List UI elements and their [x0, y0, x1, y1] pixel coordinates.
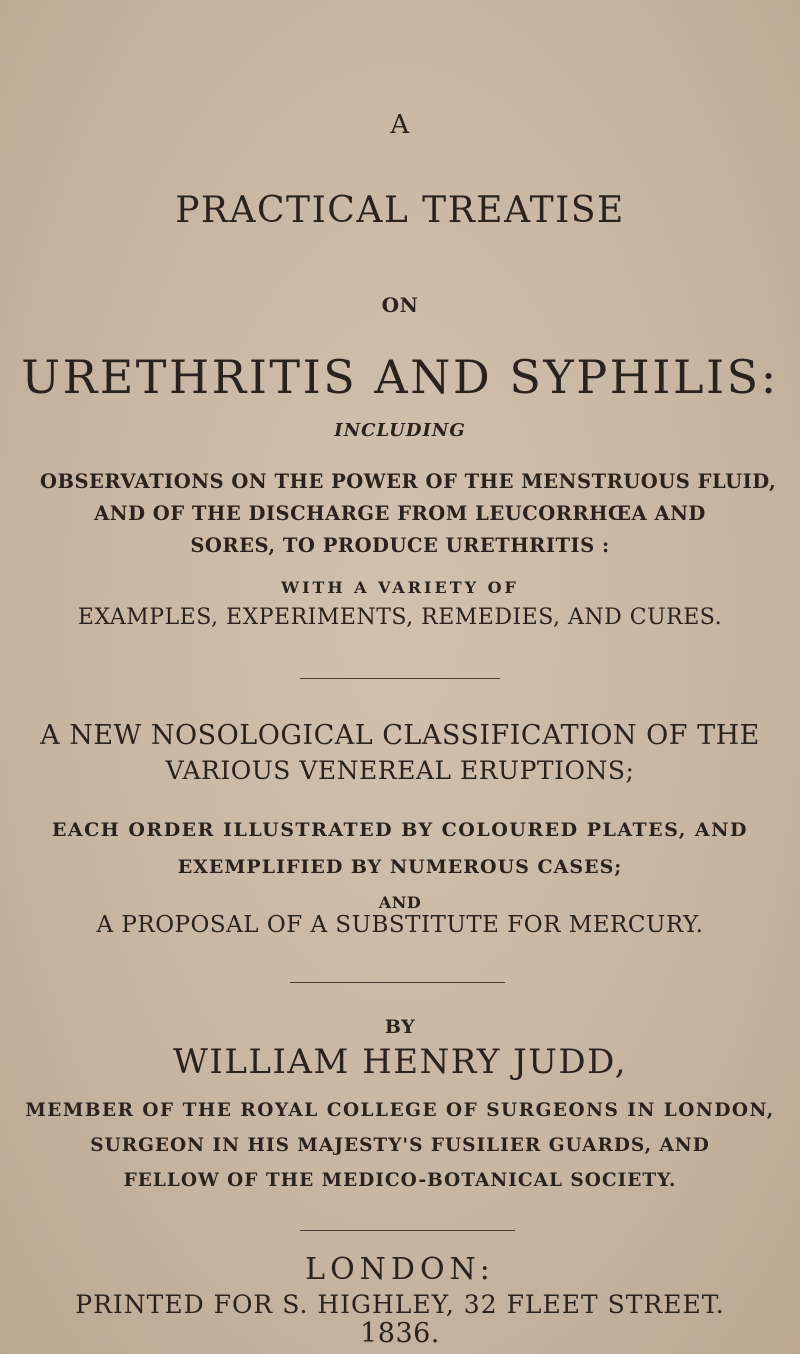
title-on: ON [381, 293, 419, 317]
by-label: BY [384, 1016, 416, 1038]
credential-line-2: SURGEON IN HIS MAJESTY'S FUSILIER GUARDS, AND [90, 1135, 710, 1156]
observations-line-2: AND OF THE DISCHARGE FROM LEUCORRHŒA AND [94, 502, 706, 525]
imprint-place: LONDON: [305, 1252, 495, 1287]
credential-line-3: FELLOW OF THE MEDICO-BOTANICAL SOCIETY. [123, 1170, 677, 1191]
divider-rule-3 [300, 1230, 515, 1231]
observations-line-3: SORES, TO PRODUCE URETHRITIS : [190, 534, 610, 557]
and-label: AND [378, 893, 422, 912]
title-practical-treatise: PRACTICAL TREATISE [175, 190, 625, 231]
divider-rule-2 [290, 982, 505, 983]
imprint-printer: PRINTED FOR S. HIGHLEY, 32 FLEET STREET. [75, 1290, 725, 1319]
article-a: A [390, 110, 410, 140]
nosological-line: A NEW NOSOLOGICAL CLASSIFICATION OF THE [40, 720, 760, 751]
including-label: INCLUDING [334, 420, 466, 441]
observations-line-1: OBSERVATIONS ON THE POWER OF THE MENSTRUOUS FLUID, [40, 470, 777, 493]
main-subject: URETHRITIS AND SYPHILIS: [21, 350, 779, 404]
proposal-line: A PROPOSAL OF A SUBSTITUTE FOR MERCURY. [96, 912, 704, 938]
exemplified-line: EXEMPLIFIED BY NUMEROUS CASES; [177, 856, 623, 878]
each-order-line: EACH ORDER ILLUSTRATED BY COLOURED PLATES, AND [51, 819, 749, 841]
author-name: WILLIAM HENRY JUDD, [172, 1042, 628, 1082]
with-variety-label: WITH A VARIETY OF [281, 578, 519, 597]
examples-line: EXAMPLES, EXPERIMENTS, REMEDIES, AND CURES. [77, 605, 723, 630]
various-eruptions-line: VARIOUS VENEREAL ERUPTIONS; [165, 756, 635, 785]
imprint-year: 1836. [360, 1318, 440, 1349]
divider-rule-1 [300, 678, 500, 679]
credential-line-1: MEMBER OF THE ROYAL COLLEGE OF SURGEONS IN LONDON, [25, 1100, 775, 1121]
